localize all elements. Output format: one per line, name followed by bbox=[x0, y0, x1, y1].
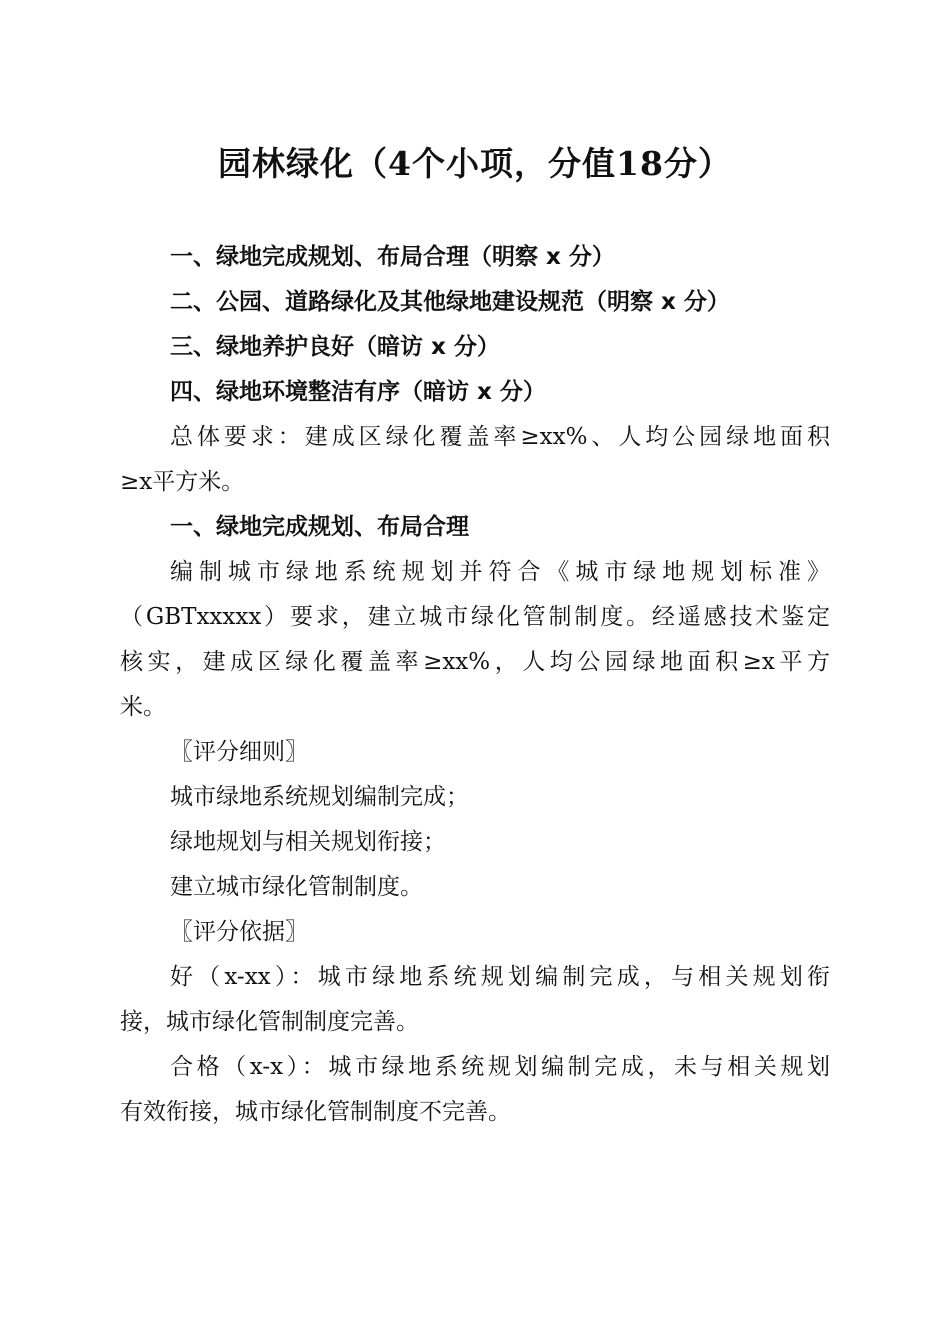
outline-item-3: 三、绿地养护良好（暗访 x 分） bbox=[170, 334, 500, 360]
outline-item-4: 四、绿地环境整洁有序（暗访 x 分） bbox=[170, 379, 546, 405]
rule-item-2: 绿地规划与相关规划衔接； bbox=[170, 829, 446, 855]
outline-item-2: 二、公园、道路绿化及其他绿地建设规范（明察 x 分） bbox=[170, 289, 730, 315]
rules-label: 〖评分细则〗 bbox=[170, 739, 308, 765]
rule-item-3: 建立城市绿化管制制度。 bbox=[170, 874, 423, 900]
basis-label: 〖评分依据〗 bbox=[170, 919, 308, 945]
rule-item-1: 城市绿地系统规划编制完成； bbox=[170, 784, 469, 810]
section-paragraph-line-2: （GBTxxxxx）要求，建立城市绿化管制制度。经遥感技术鉴定 bbox=[120, 604, 830, 630]
section-paragraph-line-3: 核实，建成区绿化覆盖率≥xx%，人均公园绿地面积≥x平方 bbox=[120, 649, 830, 675]
basis-pass-line-1: 合格（x-x）：城市绿地系统规划编制完成，未与相关规划 bbox=[170, 1054, 830, 1080]
section-paragraph-line-4: 米。 bbox=[120, 694, 166, 720]
section-paragraph-line-1: 编制城市绿地系统规划并符合《城市绿地规划标准》 bbox=[170, 559, 830, 585]
basis-pass-line-2: 有效衔接，城市绿化管制制度不完善。 bbox=[120, 1099, 511, 1125]
page-title: 园林绿化（4个小项，分值18分） bbox=[218, 144, 732, 183]
general-requirement-line-1: 总体要求：建成区绿化覆盖率≥xx%、人均公园绿地面积 bbox=[170, 424, 830, 450]
basis-good-line-1: 好（x-xx）：城市绿地系统规划编制完成，与相关规划衔 bbox=[170, 964, 830, 990]
basis-good-line-2: 接，城市绿化管制制度完善。 bbox=[120, 1009, 419, 1035]
section-heading: 一、绿地完成规划、布局合理 bbox=[170, 514, 469, 540]
outline-item-1: 一、绿地完成规划、布局合理（明察 x 分） bbox=[170, 244, 615, 270]
general-requirement-line-2: ≥x平方米。 bbox=[120, 469, 245, 495]
